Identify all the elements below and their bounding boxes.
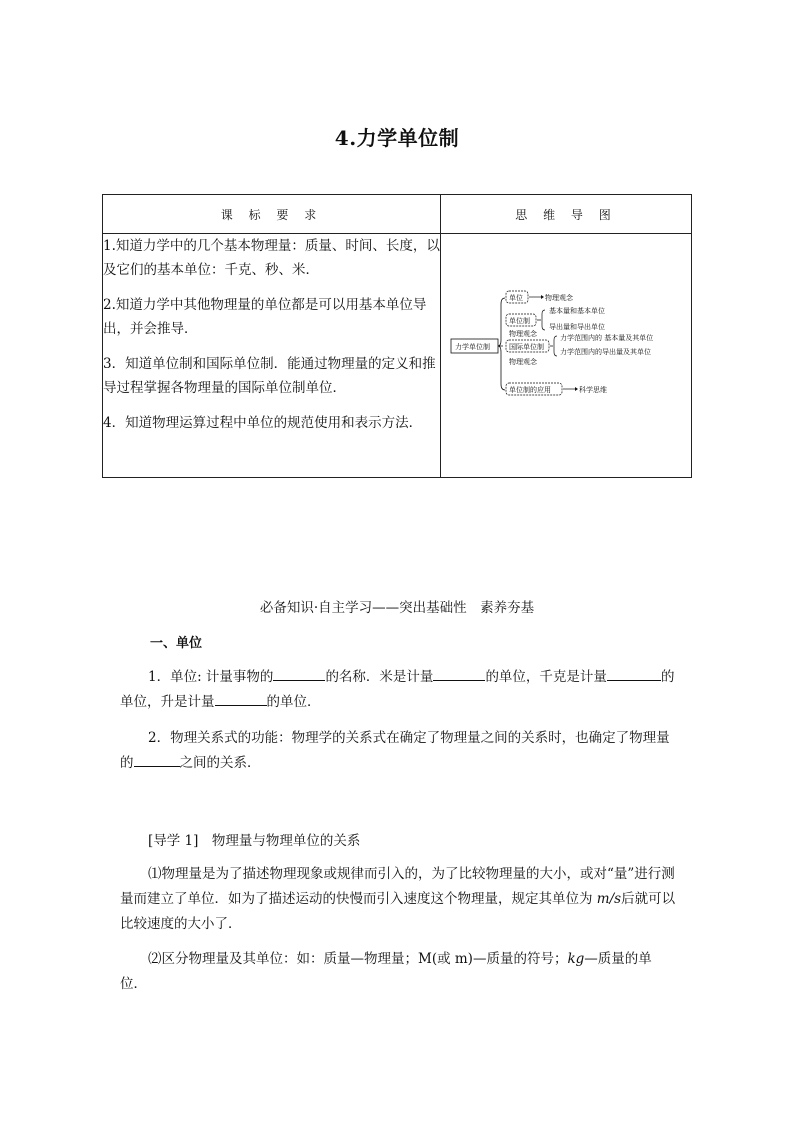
requirement-item: 3．知道单位制和国际单位制．能通过物理量的定义和推导过程掌握各物理量的国际单位制单位．: [103, 356, 436, 396]
paragraph-relation-function: [120, 726, 676, 776]
mindmap-n2-note: 物理观念: [509, 330, 537, 338]
paragraph-unit-definition: [120, 665, 676, 715]
text-run: 1．单位: 计量事物的: [148, 669, 274, 685]
mindmap-n4-out: 科学思维: [579, 386, 607, 394]
mindmap-diagram: [449, 290, 689, 400]
paragraph-guide-1: [120, 862, 676, 937]
header-curriculum: 课 标 要 求: [103, 195, 441, 234]
fill-blank[interactable]: [607, 666, 661, 681]
mindmap-brace: [498, 298, 505, 390]
subheading-unit: 一、单位: [150, 636, 203, 651]
mindmap-n3-out1: 力学范围内的 基本量及其单位: [560, 334, 654, 342]
fill-blank[interactable]: [273, 666, 325, 681]
mindmap-n2-out2: 导出量和导出单位: [549, 323, 605, 331]
text-run: 的名称．米是计量: [325, 669, 434, 685]
text-run: —质量的单位．: [120, 951, 652, 992]
mindmap-n3-note: 物理观念: [509, 358, 537, 366]
mindmap-n2-out1: 基本量和基本单位: [549, 307, 605, 315]
requirement-item: 1.知道力学中的几个基本物理量：质量、时间、长度，以及它们的基本单位：千克、秒、米．: [103, 238, 440, 278]
page-title: 4.力学单位制: [334, 126, 460, 150]
paragraph-guide-2: [120, 947, 676, 997]
mindmap-node-application: 单位制的应用: [509, 386, 551, 394]
unit-kg: kg: [567, 951, 585, 967]
mindmap-node-unit: 单位: [509, 294, 523, 302]
text-run: ⑵区分物理量及其单位：如：质量—物理量；M(或 m)—质量的符号；: [148, 951, 568, 967]
unit-ms: m/s: [596, 891, 622, 907]
fill-blank[interactable]: [134, 752, 180, 767]
table-body-row: [103, 234, 692, 478]
fill-blank[interactable]: [433, 666, 485, 681]
requirement-item: 4．知道物理运算过程中单位的规范使用和表示方法．: [103, 415, 423, 431]
text-run: 之间的关系．: [179, 755, 261, 771]
mindmap-n1-out: 物理观念: [545, 294, 573, 302]
mindmap-node-unit-system: 单位制: [509, 317, 530, 325]
mindmap-node-si: 国际单位制: [509, 343, 544, 351]
mindmap-brace-small: [550, 336, 557, 356]
requirements-cell: [103, 234, 441, 478]
requirement-item: 2.知道力学中其他物理量的单位都是可以用基本单位导出，并会推导．: [103, 297, 427, 337]
text-run: 的单位，升是计量: [120, 669, 675, 710]
text-run: 的单位，千克是计量: [485, 669, 607, 685]
text-run: 的单位．: [266, 694, 321, 710]
text-run: 2．物理关系式的功能：物理学的关系式在确定了物理量之间的关系时，也确定了物理量的: [120, 730, 670, 771]
table-header-row: [103, 195, 692, 234]
requirements-table: [102, 194, 692, 478]
mindmap-brace-small: [537, 310, 545, 330]
section-heading: 必备知识·自主学习——突出基础性 素养夯基: [259, 600, 535, 616]
mindmap-root: 力学单位制: [455, 343, 490, 351]
mindmap-arrowhead: [575, 387, 578, 391]
fill-blank[interactable]: [215, 691, 267, 706]
text-run: 后就可以比较速度的大小了．: [120, 891, 676, 932]
mindmap-arrowhead: [541, 295, 544, 299]
text-run: ⑴物理量是为了描述物理现象或规律而引入的，为了比较物理量的大小，或对“量”进行测量而建立了单位．如为了描述运动的快慢而引入速度这个物理量，规定其单位为: [120, 866, 675, 907]
header-mindmap: 思 维 导 图: [441, 195, 692, 234]
guide-title: [导学 1] 物理量与物理单位的关系: [148, 833, 361, 849]
mindmap-n3-out2: 力学范围内的导出量及其单位: [560, 348, 651, 356]
mindmap-cell: [441, 234, 692, 478]
